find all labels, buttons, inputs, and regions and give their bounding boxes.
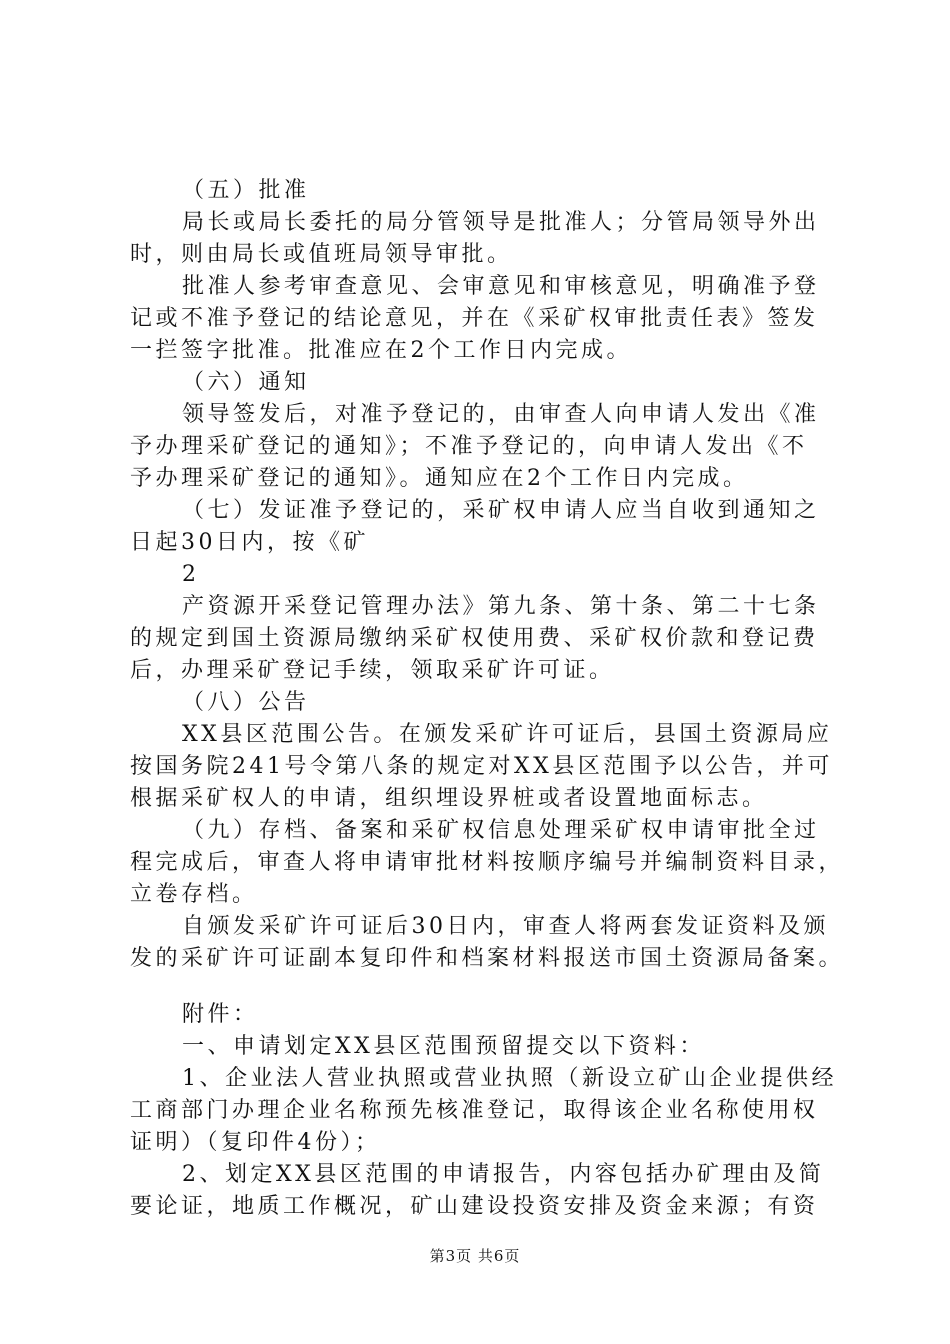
paragraph-line: 根据采矿权人的申请，组织埋设界桩或者设置地面标志。 <box>130 786 768 811</box>
paragraph-line: 批准人参考审查意见、会审意见和审核意见，明确准予登 <box>182 274 820 299</box>
paragraph-line: 的规定到国土资源局缴纳采矿权使用费、采矿权价款和登记费 <box>130 626 819 651</box>
heading-8-announcement: （八）公告 <box>182 690 310 715</box>
list-item: 2、划定XX县区范围的申请报告，内容包括办矿理由及简 <box>182 1162 825 1187</box>
attachment-item-heading: 一、申请划定XX县区范围预留提交以下资料： <box>182 1034 705 1059</box>
paragraph-line: 产资源开采登记管理办法》第九条、第十条、第二十七条 <box>182 594 820 619</box>
paragraph-line: 记或不准予登记的结论意见，并在《采矿权审批责任表》签发 <box>130 306 819 331</box>
list-item-continuation: 工商部门办理企业名称预先核准登记，取得该企业名称使用权 <box>130 1098 819 1123</box>
list-item: 1、企业法人营业执照或营业执照（新设立矿山企业提供经 <box>182 1066 837 1091</box>
paragraph-line: 一拦签字批准。批准应在2个工作日内完成。 <box>130 338 632 363</box>
heading-7-issue: （七）发证准予登记的，采矿权申请人应当自收到通知之 <box>182 498 820 523</box>
heading-6-notice: （六）通知 <box>182 370 310 395</box>
paragraph-line: 领导签发后，对准予登记的，由审查人向申请人发出《准 <box>182 402 820 427</box>
paragraph-line: 按国务院241号令第八条的规定对XX县区范围予以公告，并可 <box>130 754 833 779</box>
heading-9-archive: （九）存档、备案和采矿权信息处理采矿权申请审批全过 <box>182 818 820 843</box>
page-fragment-number: 2 <box>182 562 200 587</box>
list-item-continuation: 要论证，地质工作概况，矿山建设投资安排及资金来源；有资 <box>130 1194 819 1219</box>
paragraph-line: 程完成后，审查人将申请审批材料按顺序编号并编制资料目录， <box>130 850 845 875</box>
paragraph-line: 发的采矿许可证副本复印件和档案材料报送市国土资源局备案。 <box>130 946 845 971</box>
list-item-continuation: 证明）（复印件4份）； <box>130 1130 381 1155</box>
paragraph-line: 自颁发采矿许可证后30日内，审查人将两套发证资料及颁 <box>182 914 829 939</box>
paragraph-line: 时，则由局长或值班局领导审批。 <box>130 242 513 267</box>
paragraph-line: 局长或局长委托的局分管领导是批准人；分管局领导外出 <box>182 210 820 235</box>
page-footer: 第3页 共6页 <box>429 1247 521 1265</box>
heading-5-approval: （五）批准 <box>182 178 310 203</box>
paragraph-line: 予办理采矿登记的通知》；不准予登记的，向申请人发出《不 <box>130 434 808 459</box>
paragraph-line: 日起30日内，按《矿 <box>130 530 369 555</box>
paragraph-line: 后，办理采矿登记手续，领取采矿许可证。 <box>130 658 615 683</box>
paragraph-line: XX县区范围公告。在颁发采矿许可证后，县国土资源局应 <box>182 722 833 747</box>
paragraph-line: 予办理采矿登记的通知》。通知应在2个工作日内完成。 <box>130 466 749 491</box>
paragraph-line: 立卷存档。 <box>130 882 258 907</box>
attachment-heading: 附件： <box>182 1002 259 1027</box>
